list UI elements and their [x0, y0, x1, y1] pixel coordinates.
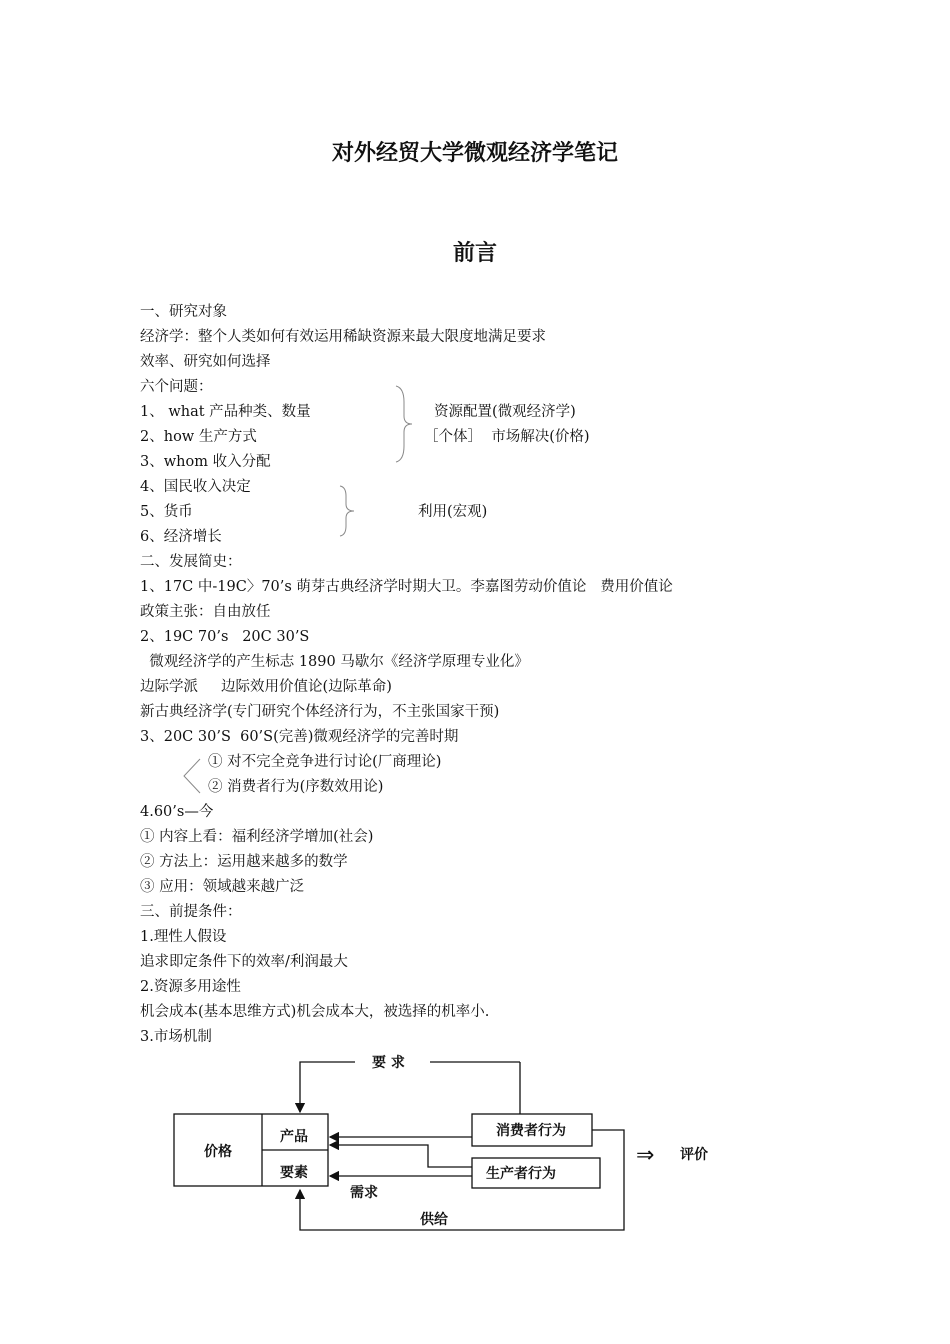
right-brace-icon	[338, 484, 360, 538]
text-line: 边际学派 边际效用价值论(边际革命)	[140, 679, 392, 695]
label-producer: 生产者行为	[486, 1166, 556, 1182]
text-line: 1、 what 产品种类、数量	[140, 404, 311, 420]
label-demand-top: 要 求	[372, 1055, 405, 1071]
text-line: 3.市场机制	[140, 1029, 212, 1045]
text-line: ② 消费者行为(序数效用论)	[208, 779, 384, 795]
text-line: 经济学：整个人类如何有效运用稀缺资源来最大限度地满足要求	[140, 329, 546, 345]
text-line: ② 方法上：运用越来越多的数学	[140, 854, 348, 870]
text-line: ① 对不完全竞争进行讨论(厂商理论)	[208, 754, 442, 770]
text-line: 5、货币	[140, 504, 193, 520]
text-line: 新古典经济学(专门研究个体经济行为，不主张国家干预)	[140, 704, 500, 720]
label-factor: 要素	[280, 1165, 308, 1181]
text-line: 三、前提条件：	[140, 904, 242, 920]
note-resource-allocation: 资源配置(微观经济学)	[434, 404, 576, 420]
text-line: 1、17C 中-19C〉70’s 萌芽古典经济学时期大卫。李嘉图劳动价值论 费用价值论	[140, 579, 673, 595]
text-line: 3、20C 30’S 60’S(完善)微观经济学的完善时期	[140, 729, 459, 745]
implies-arrow-icon: ⇒	[636, 1143, 655, 1168]
text-line: 1.理性人假设	[140, 929, 227, 945]
text-line: 2、19C 70’s 20C 30’S	[140, 629, 310, 645]
text-line: 6、经济增长	[140, 529, 222, 545]
arrow-producer-product	[330, 1145, 472, 1167]
text-line: 2.资源多用途性	[140, 979, 241, 995]
label-supply: 供给	[420, 1212, 448, 1228]
arrow-to-market	[300, 1062, 355, 1112]
text-line: 4.60’s—今	[140, 804, 214, 820]
label-price: 价格	[204, 1144, 232, 1160]
text-line: 六个问题：	[140, 379, 213, 395]
text-line: 政策主张：自由放任	[140, 604, 271, 620]
document-title: 对外经贸大学微观经济学笔记	[331, 141, 618, 166]
text-line: 3、whom 收入分配	[140, 454, 271, 470]
left-angle-bracket-icon	[180, 757, 204, 795]
note-macro-utilization: 利用(宏观)	[418, 504, 488, 520]
label-demand: 需求	[350, 1185, 378, 1201]
label-evaluation: 评价	[680, 1147, 708, 1163]
text-line: 机会成本(基本思维方式)机会成本大，被选择的机率小.	[140, 1004, 490, 1020]
text-line: 一、研究对象	[140, 304, 227, 320]
note-market-solution: ［个体］ 市场解决(价格)	[424, 429, 590, 445]
market-mechanism-diagram	[160, 1042, 760, 1242]
text-line: ③ 应用：领域越来越广泛	[140, 879, 305, 895]
text-line: 追求即定条件下的效率/利润最大	[140, 954, 348, 970]
label-product: 产品	[280, 1129, 308, 1145]
text-line: 2、how 生产方式	[140, 429, 257, 445]
label-consumer: 消费者行为	[496, 1123, 566, 1139]
text-line: ① 内容上看：福利经济学增加(社会)	[140, 829, 374, 845]
right-brace-icon	[394, 384, 418, 464]
text-line: 二、发展简史：	[140, 554, 242, 570]
text-line: 微观经济学的产生标志 1890 马歇尔《经济学原理专业化》	[140, 654, 529, 670]
text-line: 4、国民收入决定	[140, 479, 251, 495]
text-line: 效率、研究如何选择	[140, 354, 271, 370]
section-title-preface: 前言	[452, 241, 497, 266]
